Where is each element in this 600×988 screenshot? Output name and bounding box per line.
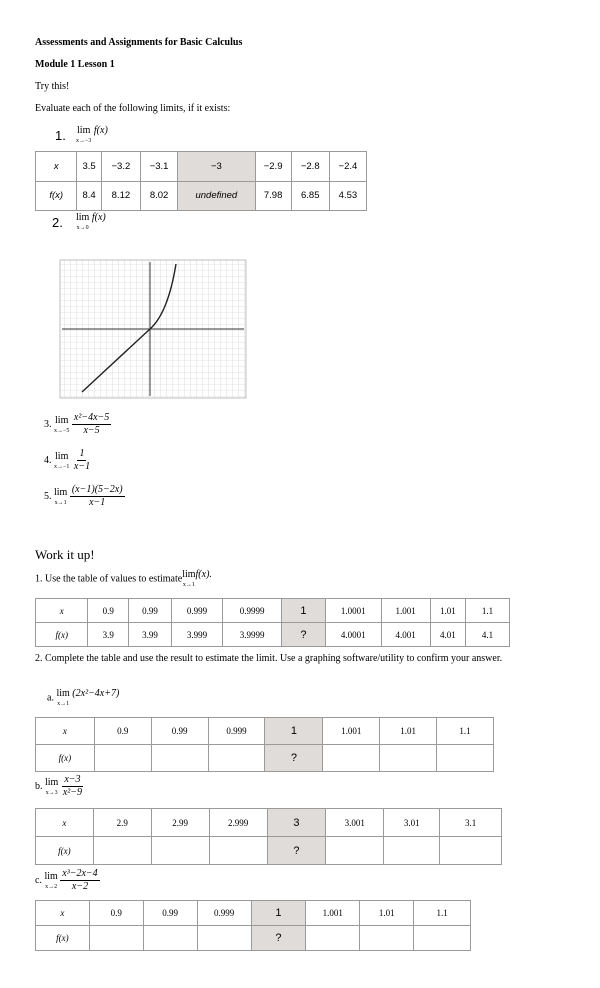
document-title: Assessments and Assignments for Basic Calculus [35, 37, 243, 48]
table-1-x-cell: −2.8 [291, 152, 329, 182]
table-b-f-cell[interactable] [326, 837, 384, 865]
table-1-x-cell: −2.9 [255, 152, 291, 182]
table-a-f-label: f(x) [36, 745, 95, 772]
table-1-x-label: x [36, 152, 77, 182]
table-a-f-cell: ? [265, 745, 323, 772]
table-b-x-label: x [36, 809, 94, 837]
problem-1-limit: lim x→−3 f(x) [76, 125, 108, 144]
table-b-f-label: f(x) [36, 837, 94, 865]
module-label: Module 1 Lesson 1 [35, 59, 115, 70]
table-b-f-cell[interactable] [440, 837, 502, 865]
table-w1-x-cell: 0.9999 [223, 599, 282, 623]
table-w1-f-cell: 4.0001 [325, 623, 381, 647]
table-b-f-cell[interactable] [209, 837, 267, 865]
table-b [35, 808, 502, 865]
table-a-x-cell: 1.1 [437, 718, 494, 745]
table-b-f-cell[interactable] [151, 837, 209, 865]
table-a-f-cell[interactable] [437, 745, 494, 772]
table-1-f-label: f(x) [36, 181, 77, 211]
table-c-x-label: x [36, 901, 90, 926]
work-it-up-heading: Work it up! [35, 547, 95, 562]
table-c-x-cell: 0.999 [197, 901, 251, 926]
table-w1-f-cell: 4.001 [381, 623, 430, 647]
question-1: 1. Use the table of values to estimate lim x→1 f(x). [35, 569, 212, 588]
problem-2-limit: lim x→0 f(x) [76, 212, 106, 231]
table-a-x-label: x [36, 718, 95, 745]
part-b-expression: b. lim x→3 $\frac{x-3}{\text{x²−9}}$ [35, 774, 83, 798]
table-b-x-cell: 3 [267, 809, 326, 837]
table-w1-f-cell: 3.9 [88, 623, 129, 647]
table-c-f-cell[interactable] [414, 926, 471, 951]
table-w1 [35, 598, 510, 647]
table-w1-x-label: x [36, 599, 88, 623]
table-c-f-cell[interactable] [306, 926, 360, 951]
question-2: 2. Complete the table and use the result to estimate the limit. Use a graphing software/utility to confirm your answer. [35, 653, 503, 664]
table-c-f-cell[interactable] [89, 926, 143, 951]
table-b-x-cell: 3.1 [440, 809, 502, 837]
table-a-x-cell: 0.999 [208, 718, 265, 745]
problem-2-number: 2. [52, 215, 63, 230]
table-b-f-cell[interactable] [384, 837, 440, 865]
table-w1-x-cell: 1 [282, 599, 326, 623]
table-w1-f-cell: 3.99 [129, 623, 172, 647]
table-a-f-cell[interactable] [323, 745, 380, 772]
table-b-f-cell[interactable] [93, 837, 151, 865]
table-w1-f-cell: ? [282, 623, 326, 647]
table-1 [35, 151, 367, 211]
table-c-x-cell: 1.001 [306, 901, 360, 926]
table-w1-x-cell: 1.01 [430, 599, 465, 623]
table-a-x-cell: 1 [265, 718, 323, 745]
table-w1-f-cell: 3.9999 [223, 623, 282, 647]
table-w1-f-cell: 4.1 [466, 623, 510, 647]
table-c-x-cell: 1.01 [360, 901, 414, 926]
table-a-f-cell[interactable] [208, 745, 265, 772]
part-c-expression: c. lim x→2 $\frac{\text{x³−2x−4}}{x-2}$ [35, 868, 98, 892]
table-a-x-cell: 0.9 [94, 718, 151, 745]
table-w1-x-cell: 0.99 [129, 599, 172, 623]
problem-5: 5. lim x→1 $\frac{(x-1)(5-2x)}{x-1}$ [44, 484, 123, 508]
table-1-f-cell: 8.4 [77, 181, 101, 211]
table-1-x-cell: −2.4 [329, 152, 366, 182]
table-w1-x-cell: 0.999 [171, 599, 222, 623]
table-1-f-cell: 6.85 [291, 181, 329, 211]
table-1-f-cell: 8.12 [101, 181, 140, 211]
table-b-x-cell: 3.001 [326, 809, 384, 837]
table-w1-f-cell: 4.01 [430, 623, 465, 647]
table-w1-x-cell: 1.0001 [325, 599, 381, 623]
table-w1-f-label: f(x) [36, 623, 88, 647]
table-w1-x-cell: 1.001 [381, 599, 430, 623]
table-c-f-cell[interactable] [360, 926, 414, 951]
table-b-x-cell: 2.9 [93, 809, 151, 837]
table-c-x-cell: 1 [251, 901, 306, 926]
table-c-f-label: f(x) [36, 926, 90, 951]
table-a-x-cell: 1.01 [380, 718, 437, 745]
table-c-x-cell: 0.99 [143, 901, 197, 926]
table-1-x-cell: −3.1 [141, 152, 178, 182]
table-1-x-cell: −3.2 [101, 152, 140, 182]
table-b-x-cell: 2.99 [151, 809, 209, 837]
problem-1-number: 1. [55, 128, 66, 143]
table-a [35, 717, 494, 772]
table-c-f-cell[interactable] [143, 926, 197, 951]
table-c-f-cell: ? [251, 926, 306, 951]
problem-4: 4. lim x→−1 $\frac{1}{x-1}$ [44, 448, 91, 472]
table-1-x-cell: 3.5 [77, 152, 101, 182]
table-w1-x-cell: 1.1 [466, 599, 510, 623]
table-b-f-cell: ? [267, 837, 326, 865]
table-b-x-cell: 3.01 [384, 809, 440, 837]
table-c-x-cell: 0.9 [89, 901, 143, 926]
function-graph [58, 258, 248, 400]
table-1-f-cell: undefined [178, 181, 255, 211]
table-1-f-cell: 7.98 [255, 181, 291, 211]
table-c-f-cell[interactable] [197, 926, 251, 951]
table-1-f-cell: 8.02 [141, 181, 178, 211]
table-a-x-cell: 1.001 [323, 718, 380, 745]
table-a-f-cell[interactable] [94, 745, 151, 772]
table-w1-x-cell: 0.9 [88, 599, 129, 623]
part-a-expression: a. lim x→1 (2x²−4x+7) [47, 688, 120, 707]
table-a-x-cell: 0.99 [151, 718, 208, 745]
table-b-x-cell: 2.999 [209, 809, 267, 837]
try-this-heading: Try this! [35, 81, 70, 92]
table-1-x-cell: −3 [178, 152, 255, 182]
table-a-f-cell[interactable] [151, 745, 208, 772]
problem-3: 3. lim x→−5 $\frac{\text{x²−4x−5}}{x-5}$ [44, 412, 110, 436]
table-w1-f-cell: 3.999 [171, 623, 222, 647]
instructions: Evaluate each of the following limits, if it exists: [35, 103, 231, 114]
table-c [35, 900, 471, 951]
table-a-f-cell[interactable] [380, 745, 437, 772]
table-c-x-cell: 1.1 [414, 901, 471, 926]
table-1-f-cell: 4.53 [329, 181, 366, 211]
